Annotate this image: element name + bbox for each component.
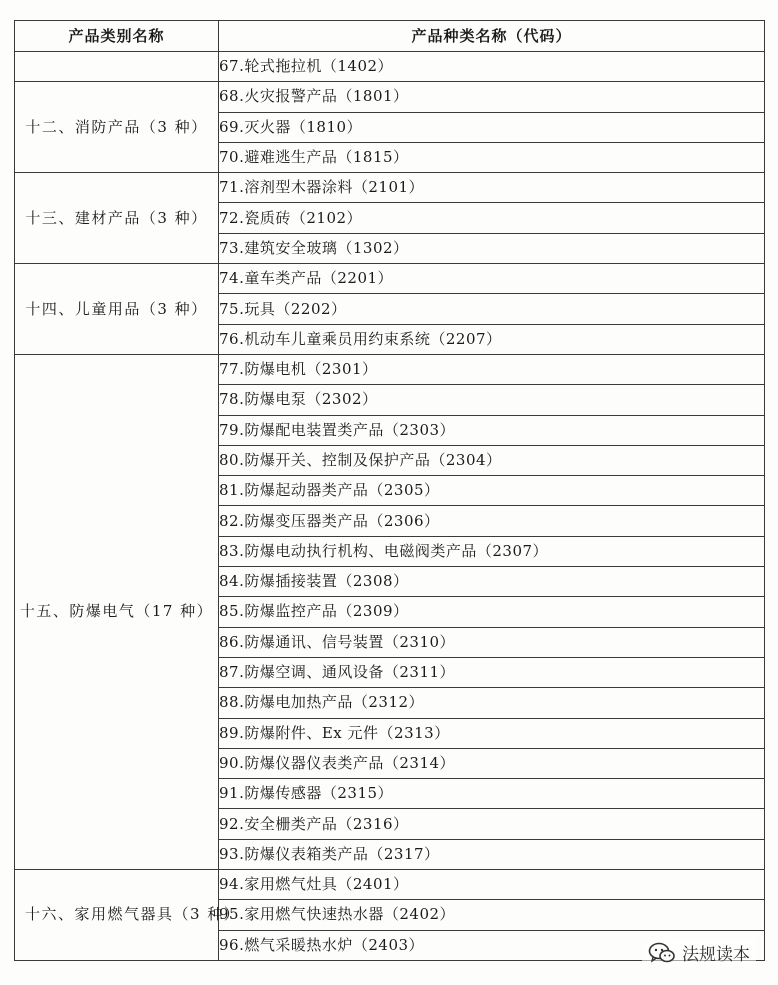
product-item: 86.防爆通讯、信号装置（2310） bbox=[219, 627, 765, 657]
table-row bbox=[15, 354, 765, 384]
product-item: 75.玩具（2202） bbox=[219, 294, 765, 324]
category-cell: 十三、建材产品（3 种） bbox=[15, 173, 219, 264]
product-item: 70.避难逃生产品（1815） bbox=[219, 142, 765, 172]
product-item: 87.防爆空调、通风设备（2311） bbox=[219, 657, 765, 687]
header-category: 产品类别名称 bbox=[15, 21, 219, 52]
header-product: 产品种类名称（代码） bbox=[219, 21, 765, 52]
product-item: 96.燃气采暖热水炉（2403） bbox=[219, 930, 765, 960]
watermark-text: 法规读本 bbox=[682, 945, 750, 965]
category-cell: 十二、消防产品（3 种） bbox=[15, 82, 219, 173]
product-item: 95.家用燃气快速热水器（2402） bbox=[219, 900, 765, 930]
watermark bbox=[642, 938, 756, 967]
wechat-icon bbox=[648, 942, 676, 964]
table-row bbox=[15, 870, 765, 900]
product-item: 73.建筑安全玻璃（1302） bbox=[219, 233, 765, 263]
product-item: 83.防爆电动执行机构、电磁阀类产品（2307） bbox=[219, 536, 765, 566]
product-item: 79.防爆配电装置类产品（2303） bbox=[219, 415, 765, 445]
table-row bbox=[15, 82, 765, 112]
product-item: 67.轮式拖拉机（1402） bbox=[219, 52, 765, 82]
category-cell-empty bbox=[15, 52, 219, 82]
product-item: 72.瓷质砖（2102） bbox=[219, 203, 765, 233]
product-item: 69.灭火器（1810） bbox=[219, 112, 765, 142]
category-cell: 十五、防爆电气（17 种） bbox=[15, 354, 219, 869]
table-row bbox=[15, 52, 765, 82]
product-item: 82.防爆变压器类产品（2306） bbox=[219, 506, 765, 536]
table-header-row bbox=[15, 21, 765, 52]
product-item: 93.防爆仪表箱类产品（2317） bbox=[219, 839, 765, 869]
product-item: 88.防爆电加热产品（2312） bbox=[219, 688, 765, 718]
product-item: 68.火灾报警产品（1801） bbox=[219, 82, 765, 112]
table-row bbox=[15, 173, 765, 203]
table-row bbox=[15, 264, 765, 294]
product-item: 74.童车类产品（2201） bbox=[219, 264, 765, 294]
product-item: 84.防爆插接装置（2308） bbox=[219, 567, 765, 597]
product-item: 77.防爆电机（2301） bbox=[219, 354, 765, 384]
product-item: 80.防爆开关、控制及保护产品（2304） bbox=[219, 445, 765, 475]
product-item: 78.防爆电泵（2302） bbox=[219, 385, 765, 415]
product-item: 89.防爆附件、Ex 元件（2313） bbox=[219, 718, 765, 748]
category-cell: 十四、儿童用品（3 种） bbox=[15, 264, 219, 355]
product-item: 81.防爆起动器类产品（2305） bbox=[219, 476, 765, 506]
product-item: 91.防爆传感器（2315） bbox=[219, 779, 765, 809]
category-cell: 十六、家用燃气器具（3 种） bbox=[15, 870, 219, 961]
product-catalog-table bbox=[14, 20, 765, 961]
product-item: 76.机动车儿童乘员用约束系统（2207） bbox=[219, 324, 765, 354]
product-item: 71.溶剂型木器涂料（2101） bbox=[219, 173, 765, 203]
product-item: 85.防爆监控产品（2309） bbox=[219, 597, 765, 627]
product-item: 92.安全栅类产品（2316） bbox=[219, 809, 765, 839]
product-item: 94.家用燃气灶具（2401） bbox=[219, 870, 765, 900]
product-item: 90.防爆仪器仪表类产品（2314） bbox=[219, 748, 765, 778]
